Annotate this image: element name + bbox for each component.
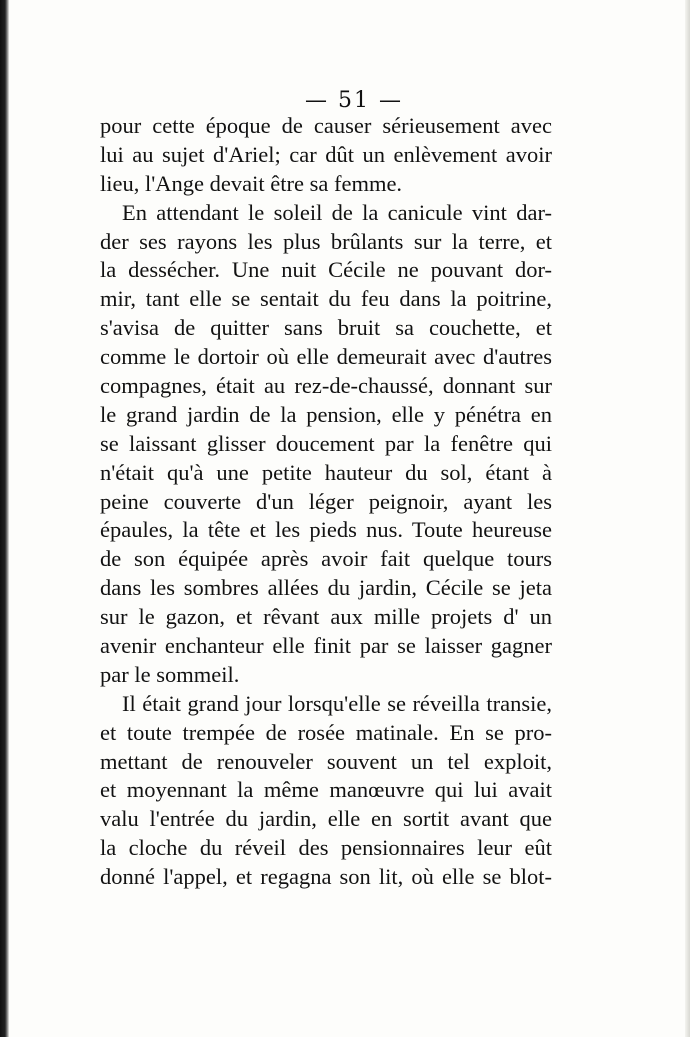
- text-line: et moyennant la même manœuvre qui lui avait: [100, 777, 552, 803]
- text-line: et toute trempée de rosée matinale. En se pro-: [100, 719, 552, 745]
- text-line: la cloche du réveil des pensionnaires leur eût: [100, 835, 552, 861]
- text-line: sur le gazon, et rêvant aux mille projets d' un: [100, 604, 552, 630]
- binding-edge: [0, 0, 9, 1037]
- text-line: donné l'appel, et regagna son lit, où elle se blot-: [100, 864, 552, 890]
- text-line: comme le dortoir où elle demeurait avec d'autres: [100, 344, 552, 370]
- page-edge: [685, 0, 690, 1037]
- body-text: [100, 112, 552, 892]
- text-line: compagnes, était au rez-de-chaussé, donnant sur: [100, 373, 552, 399]
- text-line: la dessécher. Une nuit Cécile ne pouvant dor-: [100, 257, 552, 283]
- text-line: peine couverte d'un léger peignoir, ayant les: [100, 488, 552, 514]
- text-line: Il était grand jour lorsqu'elle se réveilla transie,: [122, 690, 552, 716]
- text-line: En attendant le soleil de la canicule vint dar-: [122, 199, 552, 225]
- text-line: valu l'entrée du jardin, elle en sortit avant que: [100, 806, 552, 832]
- text-line: de son équipée après avoir fait quelque tours: [100, 546, 552, 572]
- text-line: se laissant glisser doucement par la fenêtre qui: [100, 430, 552, 456]
- text-line: s'avisa de quitter sans bruit sa couchette, et: [100, 315, 552, 341]
- paragraph-1: [100, 112, 552, 199]
- paragraph-2: [100, 199, 552, 690]
- text-line: lui au sujet d'Ariel; car dût un enlèvement avoir: [100, 141, 552, 167]
- page-number: — 51 —: [305, 88, 403, 113]
- text-line: dans les sombres allées du jardin, Cécile se jeta: [100, 575, 552, 601]
- text-line: avenir enchanteur elle finit par se laisser gagner: [100, 633, 552, 659]
- text-line: n'était qu'à une petite hauteur du sol, étant à: [100, 459, 552, 485]
- text-line: le grand jardin de la pension, elle y pénétra en: [100, 401, 552, 427]
- text-line: épaules, la tête et les pieds nus. Toute heureuse: [100, 517, 552, 543]
- text-line: par le sommeil.: [100, 661, 240, 687]
- text-line: der ses rayons les plus brûlants sur la terre, et: [100, 228, 552, 254]
- text-line: lieu, l'Ange devait être sa femme.: [100, 170, 403, 196]
- text-line: pour cette époque de causer sérieusement avec: [100, 113, 552, 138]
- paragraph-3: [100, 690, 552, 892]
- text-line: mettant de renouveler souvent un tel exploit,: [100, 748, 552, 774]
- text-line: mir, tant elle se sentait du feu dans la poitrine,: [100, 286, 552, 312]
